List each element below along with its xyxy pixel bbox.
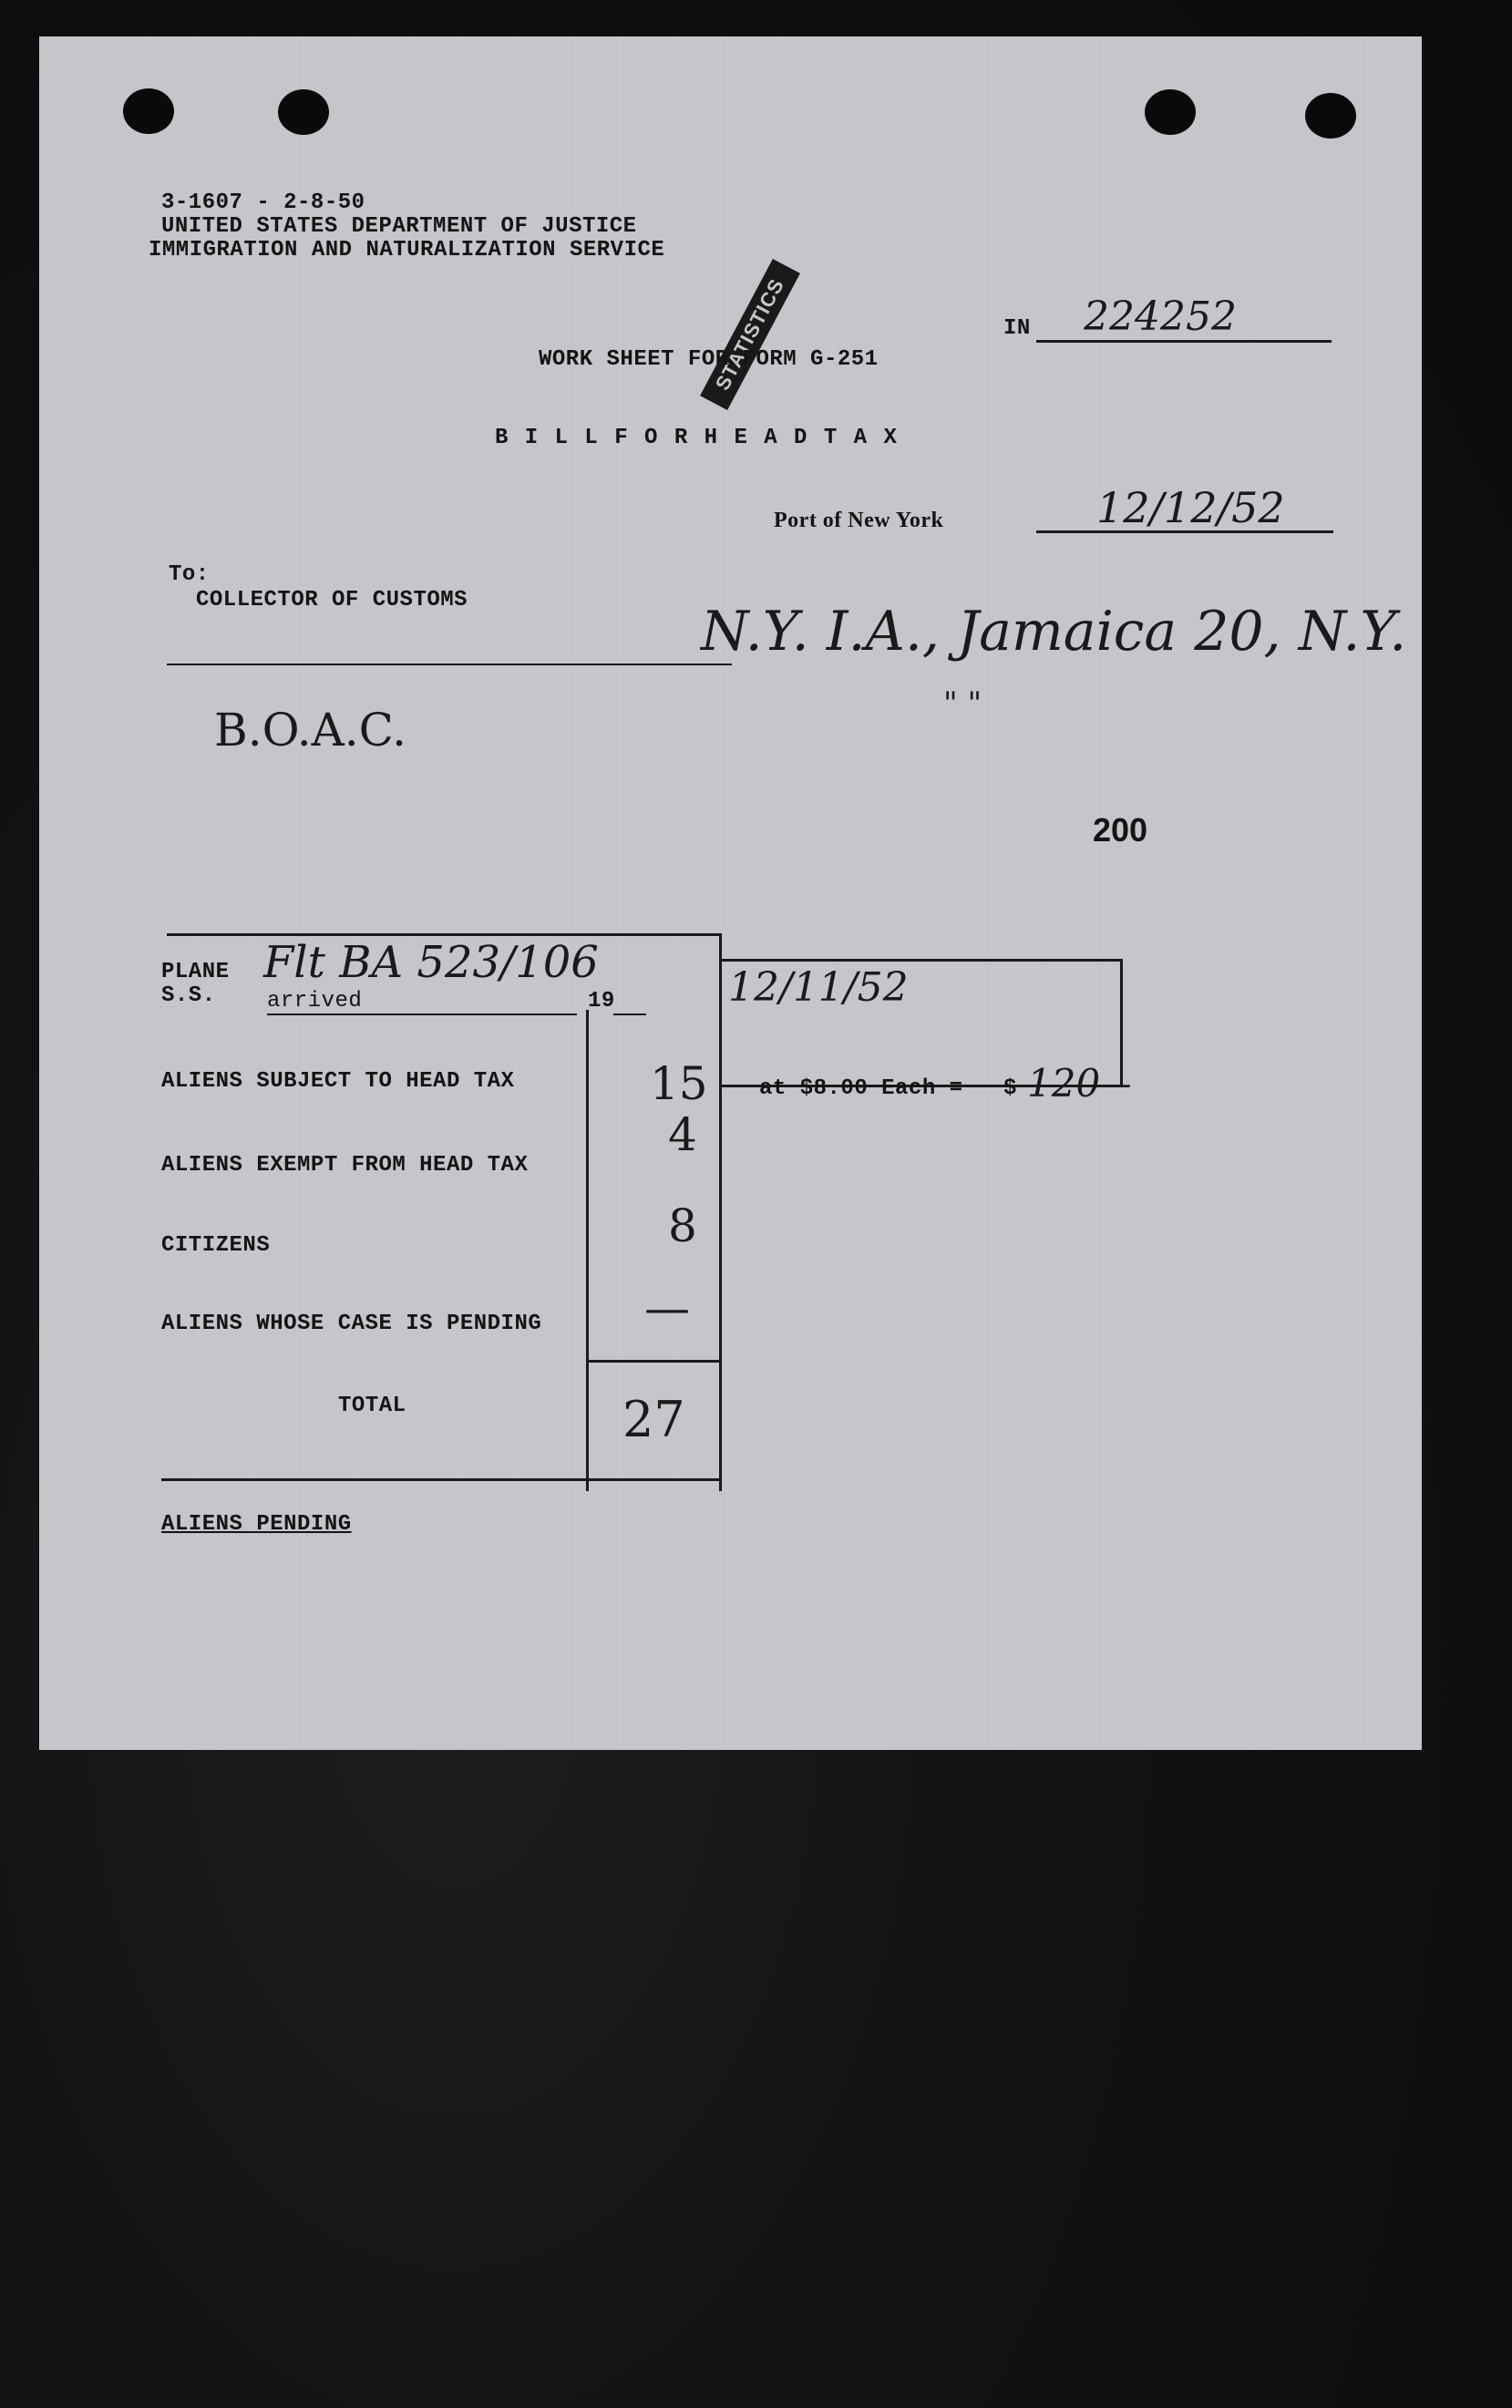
- location-handwritten: N.Y. I.A., Jamaica 20, N.Y.: [701, 600, 1407, 664]
- arrived-label: arrived: [267, 989, 363, 1014]
- airline-name: B.O.A.C.: [214, 704, 406, 756]
- rate-text: at $8.00 Each =: [759, 1076, 963, 1101]
- row-label-exempt: ALIENS EXEMPT FROM HEAD TAX: [161, 1153, 529, 1178]
- in-number: 224252: [1084, 293, 1237, 340]
- table-top-line: [167, 933, 721, 936]
- table-divider-line: [586, 1010, 589, 1491]
- row-value-citizens: 8: [668, 1199, 697, 1252]
- plane-label: PLANE: [161, 960, 230, 984]
- table-right-line: [719, 933, 722, 1491]
- to-label: To:: [169, 562, 210, 587]
- row-label-citizens: CITIZENS: [161, 1233, 271, 1258]
- rate-box-top: [721, 959, 1122, 962]
- work-sheet-title: WORK SHEET FOR FORM G-251: [539, 347, 879, 372]
- aliens-pending-label: ALIENS PENDING: [161, 1512, 352, 1537]
- row-value-subject: 15: [650, 1057, 708, 1110]
- ditto-marks: " ": [943, 685, 982, 722]
- amount-value: 120 –: [1027, 1061, 1132, 1106]
- punch-hole: [1305, 93, 1356, 139]
- year-underline: [613, 1014, 646, 1015]
- in-label: IN: [1003, 316, 1031, 341]
- total-value: 27: [622, 1391, 685, 1448]
- arrival-date: 12/11/52: [728, 964, 909, 1011]
- code-number: 200: [1093, 811, 1148, 849]
- punch-hole: [123, 88, 174, 134]
- form-number: 3-1607 - 2-8-50: [161, 190, 365, 215]
- collector-name: COLLECTOR OF CUSTOMS: [196, 588, 468, 612]
- service-name: IMMIGRATION AND NATURALIZATION SERVICE: [149, 238, 665, 262]
- amount-prefix: $: [1003, 1076, 1017, 1101]
- bill-title: B I L L F O R H E A D T A X: [495, 426, 899, 450]
- statistics-stamp: STATISTICS: [700, 259, 800, 410]
- total-label: TOTAL: [338, 1394, 406, 1418]
- document-sheet: [39, 36, 1422, 1750]
- flight-underline: [267, 1014, 577, 1015]
- punch-hole: [278, 89, 329, 135]
- port-date: 12/12/52: [1096, 483, 1285, 532]
- flight-number: Flt BA 523/106: [263, 937, 599, 988]
- ss-label: S.S.: [161, 983, 216, 1008]
- row-value-pending: —: [644, 1281, 690, 1334]
- table-bottom-line: [161, 1478, 721, 1481]
- address-underline: [167, 664, 732, 665]
- total-top-line: [588, 1360, 721, 1363]
- year-prefix: 19: [588, 989, 615, 1014]
- row-label-pending: ALIENS WHOSE CASE IS PENDING: [161, 1312, 542, 1336]
- punch-hole: [1145, 89, 1196, 135]
- in-number-underline: [1036, 340, 1332, 343]
- row-label-subject: ALIENS SUBJECT TO HEAD TAX: [161, 1069, 515, 1094]
- department-name: UNITED STATES DEPARTMENT OF JUSTICE: [161, 214, 637, 239]
- row-value-exempt: 4: [668, 1108, 697, 1161]
- port-label: Port of New York: [774, 509, 944, 532]
